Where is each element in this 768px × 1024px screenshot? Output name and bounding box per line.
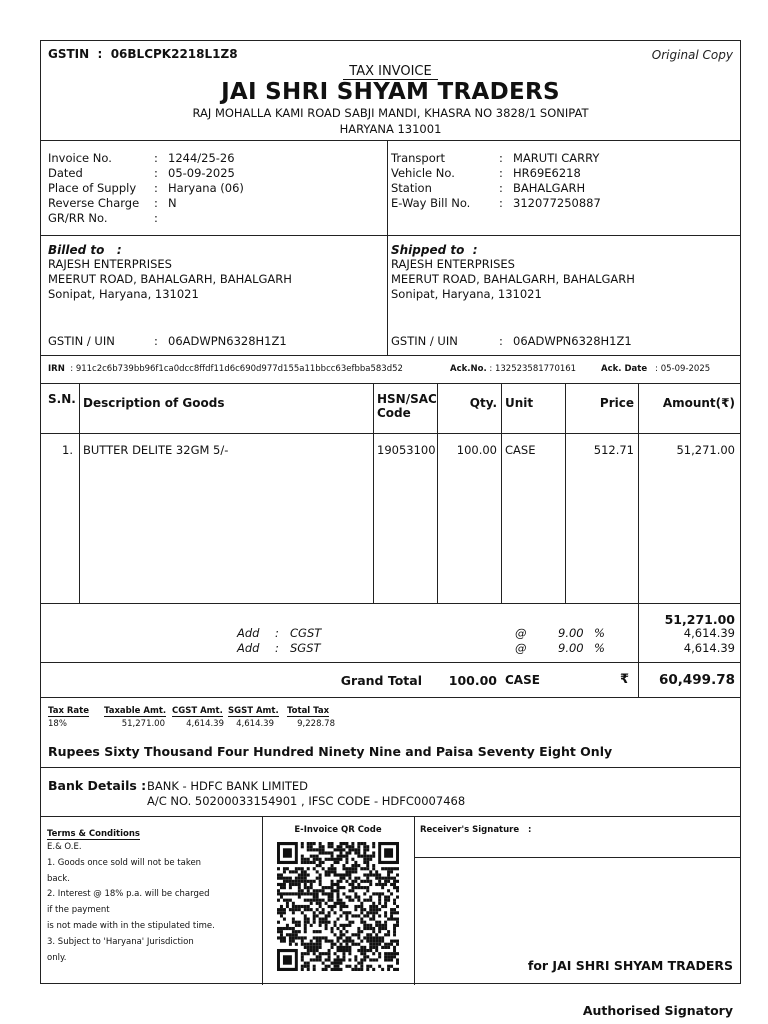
terms-line: back. bbox=[47, 873, 70, 884]
firm-name: JAI SHRI SHYAM TRADERS bbox=[221, 79, 560, 105]
terms-line: only. bbox=[47, 952, 67, 963]
receiver-signature-label: Receiver's Signature : bbox=[420, 825, 532, 835]
bank-name: BANK - HDFC BANK LIMITED bbox=[147, 779, 308, 793]
qr-title: E-Invoice QR Code bbox=[294, 825, 382, 835]
terms-and-conditions bbox=[47, 825, 259, 966]
invoice-details-section bbox=[41, 141, 740, 236]
col-header-hsn: HSN/SAC Code bbox=[377, 392, 437, 420]
col-header-sn: S.N. bbox=[48, 392, 76, 406]
terms-line: 2. Interest @ 18% p.a. will be charged bbox=[47, 889, 210, 900]
row-price: 512.71 bbox=[593, 443, 634, 457]
row-qty: 100.00 bbox=[456, 443, 497, 457]
items-table bbox=[41, 384, 740, 604]
firm-address-line1: RAJ MOHALLA KAMI ROAD SABJI MANDI, KHASRA NO 3828/1 SONIPAT bbox=[192, 106, 589, 120]
document-title: TAX INVOICE bbox=[41, 64, 740, 79]
shipped-to-address2: Sonipat, Haryana, 131021 bbox=[391, 287, 542, 301]
billed-to-gstin: GSTIN / UIN : 06ADWPN6328H1Z1 bbox=[48, 334, 287, 348]
irn-value: 911c2c6b739bb96f1ca0dcc8ffdf11d6c690d977d155a11bbcc63efbba583d52 bbox=[75, 364, 403, 374]
row-amount: 51,271.00 bbox=[676, 443, 735, 457]
detail-row: Invoice No. : 1244/25-26 bbox=[48, 151, 235, 165]
e-invoice-qr-code-icon bbox=[277, 842, 399, 971]
grand-total-label: Grand Total bbox=[340, 673, 422, 688]
parties-section bbox=[41, 236, 740, 356]
copy-type: Original Copy bbox=[651, 48, 733, 62]
col-header-amount: Amount(₹) bbox=[662, 396, 735, 410]
bank-details-section bbox=[41, 768, 740, 817]
detail-row: Reverse Charge : N bbox=[48, 196, 177, 210]
grand-total-qty: 100.00 bbox=[448, 673, 497, 688]
terms-title: Terms & Conditions bbox=[47, 829, 140, 839]
detail-row: GR/RR No. : bbox=[48, 211, 158, 225]
billed-to-address2: Sonipat, Haryana, 131021 bbox=[48, 287, 199, 301]
col-header-price: Price bbox=[599, 396, 634, 410]
detail-row: E-Way Bill No. : 312077250887 bbox=[391, 196, 601, 210]
terms-list bbox=[47, 840, 259, 966]
ack-date: Ack. Date : 05-09-2025 bbox=[601, 364, 711, 374]
bank-details-label: Bank Details : bbox=[48, 778, 147, 793]
tax-summary-value: 9,228.78 bbox=[297, 719, 335, 729]
invoice-details bbox=[48, 151, 244, 226]
tax-summary-header: SGST Amt. bbox=[228, 706, 279, 716]
terms-line: is not made with in the stipulated time. bbox=[47, 920, 215, 931]
subtotal: 51,271.00 bbox=[664, 612, 735, 627]
billed-to-title: Billed to : bbox=[48, 243, 122, 257]
tax-line-cgst: Add : CGST @ 9.00 % 4,614.39 bbox=[237, 626, 735, 640]
seller-gstin: GSTIN : 06BLCPK2218L1Z8 bbox=[48, 47, 238, 61]
billed-to-name: RAJESH ENTERPRISES bbox=[48, 257, 172, 271]
grand-total-unit: CASE bbox=[505, 673, 540, 687]
row-description: BUTTER DELITE 32GM 5/- bbox=[83, 443, 229, 457]
row-unit: CASE bbox=[505, 443, 536, 457]
terms-line: 3. Subject to 'Haryana' Jurisdiction bbox=[47, 936, 194, 947]
shipped-to-gstin: GSTIN / UIN : 06ADWPN6328H1Z1 bbox=[391, 334, 632, 348]
tax-summary-header: Tax Rate bbox=[48, 706, 89, 716]
tax-section bbox=[41, 604, 740, 663]
tax-summary-value: 18% bbox=[48, 719, 67, 729]
ack-no: Ack.No. : 132523581770161 bbox=[450, 364, 577, 374]
billed-to-address1: MEERUT ROAD, BAHALGARH, BAHALGARH bbox=[48, 272, 292, 286]
grand-total-amount: 60,499.78 bbox=[658, 672, 735, 688]
authorised-signatory: Authorised Signatory bbox=[582, 1003, 733, 1018]
divider bbox=[387, 236, 388, 355]
shipped-to bbox=[391, 243, 635, 302]
col-header-unit: Unit bbox=[505, 396, 534, 410]
shipped-to-name: RAJESH ENTERPRISES bbox=[391, 257, 515, 271]
firm-address-line2: HARYANA 131001 bbox=[339, 122, 442, 136]
col-header-description: Description of Goods bbox=[83, 396, 225, 410]
detail-row: Station : BAHALGARH bbox=[391, 181, 586, 195]
shipped-to-address1: MEERUT ROAD, BAHALGARH, BAHALGARH bbox=[391, 272, 635, 286]
transport-details bbox=[391, 151, 601, 211]
terms-line: if the payment bbox=[47, 905, 110, 916]
tax-summary-value: 4,614.39 bbox=[186, 719, 224, 729]
irn-section bbox=[41, 356, 740, 384]
irn-line: IRN : 911c2c6b739bb96f1ca0dcc8ffdf11d6c690d977d155a11bbcc63efbba583d52 bbox=[48, 364, 403, 374]
col-header-qty: Qty. bbox=[469, 396, 497, 410]
tax-summary-section bbox=[41, 698, 740, 768]
tax-invoice-document bbox=[40, 40, 741, 1018]
shipped-to-title: Shipped to : bbox=[391, 243, 478, 257]
tax-summary-header: CGST Amt. bbox=[172, 706, 223, 716]
tax-summary-value: 4,614.39 bbox=[236, 719, 274, 729]
tax-summary-value: 51,271.00 bbox=[121, 719, 165, 729]
tax-summary-header: Total Tax bbox=[287, 706, 330, 716]
terms-line: 1. Goods once sold will not be taken bbox=[47, 857, 202, 868]
footer-section bbox=[41, 817, 740, 1018]
invoice-header bbox=[41, 41, 740, 141]
grand-total-row bbox=[41, 663, 740, 698]
row-hsn: 19053100 bbox=[377, 443, 436, 457]
row-sn: 1. bbox=[62, 443, 73, 457]
rupee-symbol: ₹ bbox=[619, 672, 629, 687]
detail-row: Vehicle No. : HR69E6218 bbox=[391, 166, 581, 180]
detail-row: Place of Supply : Haryana (06) bbox=[48, 181, 244, 195]
detail-row: Transport : MARUTI CARRY bbox=[391, 151, 600, 165]
tax-summary-header: Taxable Amt. bbox=[104, 706, 167, 716]
tax-line-sgst: Add : SGST @ 9.00 % 4,614.39 bbox=[237, 641, 735, 655]
for-firm: for JAI SHRI SHYAM TRADERS bbox=[527, 958, 733, 973]
amount-in-words: Rupees Sixty Thousand Four Hundred Ninety Nine and Paisa Seventy Eight Only bbox=[48, 744, 613, 759]
billed-to bbox=[48, 243, 292, 302]
detail-row: Dated : 05-09-2025 bbox=[48, 166, 235, 180]
bank-account: A/C NO. 50200033154901 , IFSC CODE - HDFC0007468 bbox=[147, 794, 466, 808]
terms-line: E.& O.E. bbox=[47, 842, 82, 852]
divider bbox=[387, 141, 388, 235]
